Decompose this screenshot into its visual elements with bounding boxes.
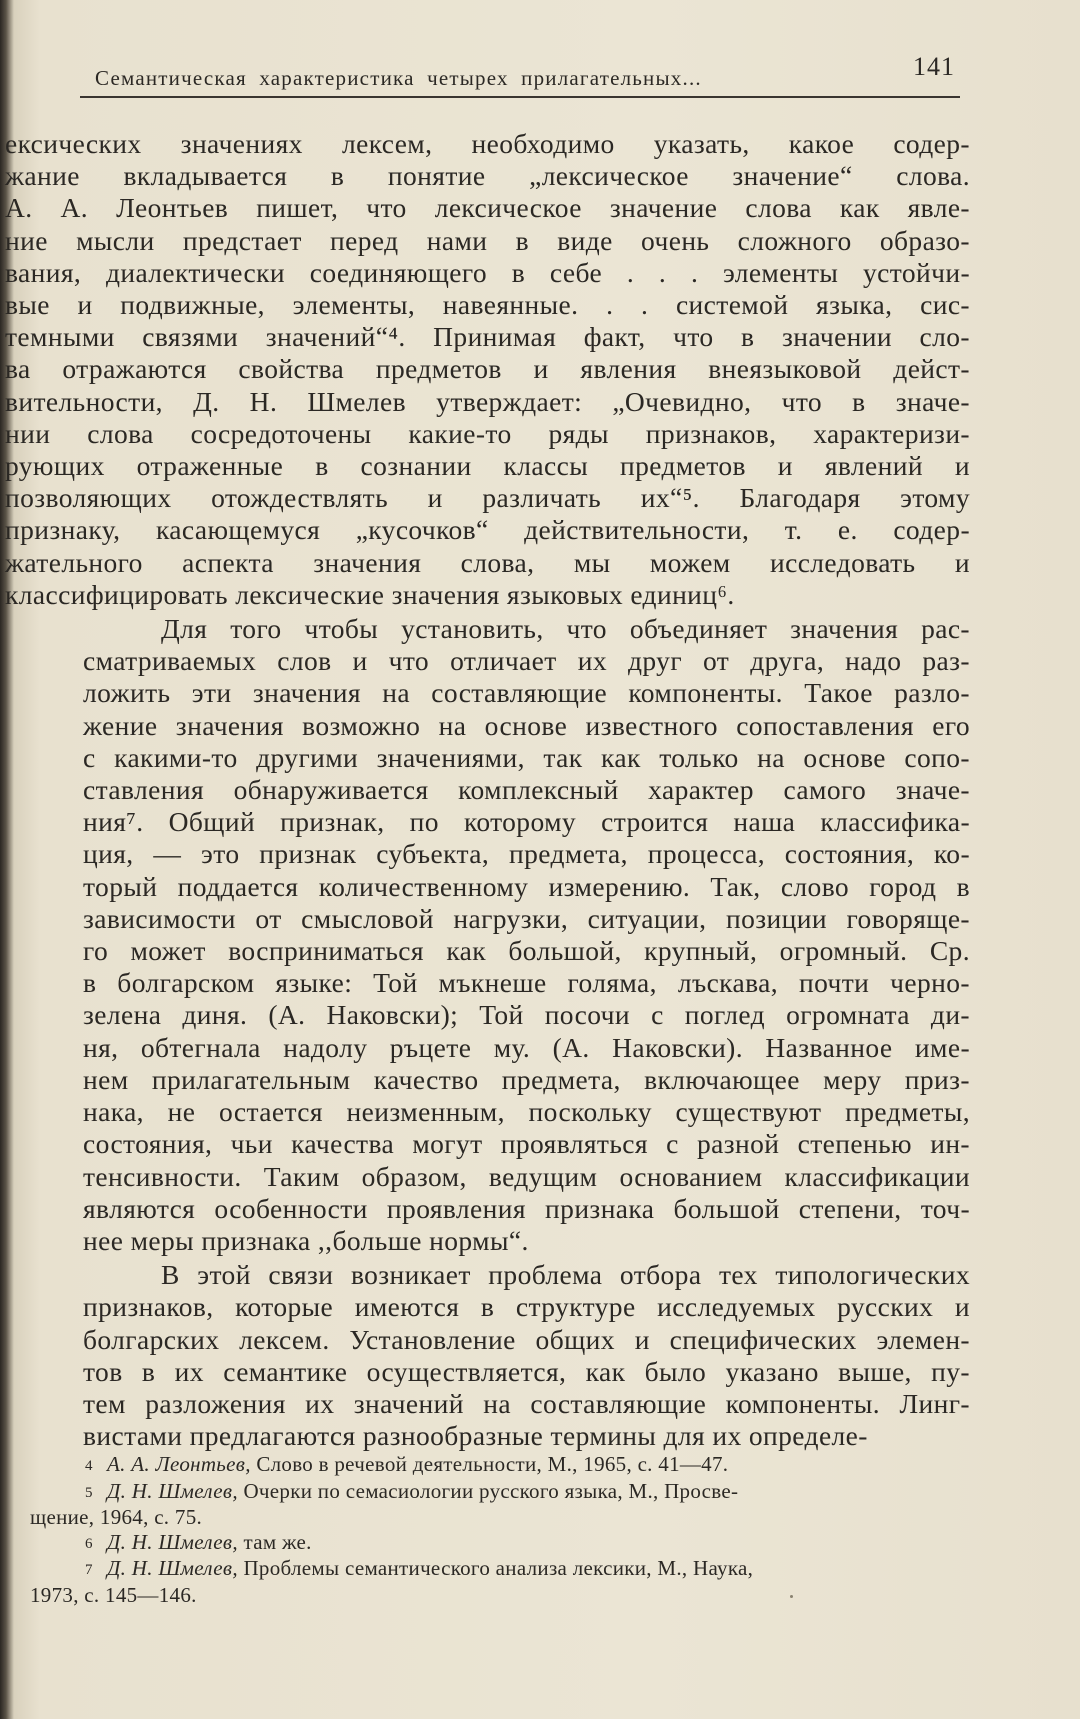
text-line: ставления обнаруживается комплексный характер самого значе- bbox=[83, 774, 970, 806]
text-line: ние мысли предстает перед нами в виде очень сложного образо- bbox=[5, 224, 970, 256]
text-line: тем разложения их значений на составляющие компоненты. Линг- bbox=[83, 1387, 970, 1419]
text-line: нем прилагательным качество предмета, включающее меру приз- bbox=[83, 1063, 970, 1095]
text-line: признаку, касающемуся „кусочков“ действительности, т. е. содер- bbox=[5, 514, 970, 546]
footnote-number: 5 bbox=[85, 1484, 93, 1501]
footnote-continuation: 1973, с. 145—146. bbox=[30, 1582, 197, 1607]
text-line: вистами предлагаются разнообразные термины для их определе- bbox=[83, 1420, 868, 1452]
text-line: с какими-то другими значениями, так как только на основе сопо- bbox=[83, 741, 970, 773]
text-line: вания, диалектически соединяющего в себе . . . элементы устойчи- bbox=[5, 256, 970, 288]
text-line: нии слова сосредоточены какие-то ряды признаков, характеризи- bbox=[5, 417, 970, 449]
page-number: 141 bbox=[913, 52, 955, 81]
footnote-author: А. А. Леонтьев, bbox=[107, 1452, 251, 1476]
text-line: жение значения возможно на основе известного сопоставления его bbox=[83, 709, 970, 741]
text-line: состояния, чьи качества могут проявляться с разной степенью ин- bbox=[83, 1128, 970, 1160]
footnote bbox=[30, 1530, 980, 1557]
paragraph-3 bbox=[5, 1259, 980, 1452]
text-line: болгарских лексем. Установление общих и специфических элемен- bbox=[83, 1323, 970, 1355]
footnote-text: Слово в речевой деятельности, М., 1965, с. 41—47. bbox=[256, 1452, 729, 1476]
text-line: рующих отраженные в сознании классы предметов и явлений и bbox=[5, 450, 970, 482]
text-line: жание вкладывается в понятие „лексическое значение“ слова. bbox=[5, 160, 970, 192]
text-line: Для того чтобы установить, что объединяет значения рас- bbox=[161, 613, 970, 645]
text-line: позволяющих отождествлять и различать их“⁵. Благодаря этому bbox=[5, 482, 970, 514]
text-line: темными связями значений“⁴. Принимая факт, что в значении сло- bbox=[5, 321, 970, 353]
paragraph-2 bbox=[5, 613, 980, 1257]
text-line: тенсивности. Таким образом, ведущим основанием классификации bbox=[83, 1160, 970, 1192]
footnote bbox=[30, 1556, 980, 1583]
footnote-author: Д. Н. Шмелев, bbox=[107, 1556, 238, 1580]
text-line: являются особенности проявления признака большой степени, точ- bbox=[83, 1192, 970, 1224]
text-line: сматриваемых слов и что отличает их друг от друга, надо раз- bbox=[83, 645, 970, 677]
footnote-number: 7 bbox=[85, 1562, 93, 1578]
footnote-text: там же. bbox=[243, 1529, 312, 1554]
text-line: В этой связи возникает проблема отбора тех типологических bbox=[161, 1259, 970, 1291]
footnote-author: Д. Н. Шмелев, bbox=[107, 1529, 238, 1554]
footnote bbox=[30, 1479, 980, 1506]
header-rule bbox=[80, 96, 960, 98]
footnote-continuation: щение, 1964, с. 75. bbox=[30, 1505, 203, 1529]
text-line: нее меры признака ,,больше нормы“. bbox=[83, 1224, 529, 1256]
footnote-text: Проблемы семантического анализа лексики, М., Наука, bbox=[243, 1556, 754, 1580]
text-line: го может восприниматься как большой, крупный, огромный. Ср. bbox=[83, 935, 970, 967]
footnote-text: Очерки по семасиологии русского языка, М., Просве- bbox=[243, 1478, 739, 1503]
footnote-number: 4 bbox=[85, 1458, 93, 1474]
text-line: классифицировать лексические значения языковых единиц⁶. bbox=[5, 578, 735, 610]
page-header bbox=[95, 52, 955, 92]
footnote bbox=[30, 1452, 980, 1479]
paragraph-1 bbox=[5, 128, 980, 611]
text-line: тов в их семантике осуществляется, как было указано выше, пу- bbox=[83, 1355, 970, 1387]
footnote-author: Д. Н. Шмелев, bbox=[107, 1478, 238, 1503]
page-speck bbox=[790, 1595, 793, 1598]
text-line: ция, — это признак субъекта, предмета, процесса, состояния, ко- bbox=[83, 838, 970, 870]
text-line: ва отражаются свойства предметов и явления внеязыковой дейст- bbox=[5, 353, 970, 385]
running-title: Семантическая характеристика четырех прилагательных... bbox=[95, 66, 702, 90]
text-line: вительности, Д. Н. Шмелев утверждает: „Очевидно, что в значе- bbox=[5, 385, 970, 417]
text-line: жательного аспекта значения слова, мы можем исследовать и bbox=[5, 546, 970, 578]
text-line: ложить эти значения на составляющие компоненты. Такое разло- bbox=[83, 677, 970, 709]
text-line: А. А. Леонтьев пишет, что лексическое значение слова как явле- bbox=[5, 192, 970, 224]
body-text bbox=[0, 128, 980, 1452]
text-line: зелена диня. (А. Наковски); Той посочи с поглед огромната ди- bbox=[83, 999, 970, 1031]
text-line: в болгарском языке: Той мъкнеше голяма, лъскава, почти черно- bbox=[83, 967, 970, 999]
footnotes bbox=[30, 1452, 980, 1607]
text-line: торый поддается количественному измерению. Так, слово город в bbox=[83, 870, 970, 902]
text-line: ексических значениях лексем, необходимо указать, какое содер- bbox=[5, 128, 970, 159]
text-line: вые и подвижные, элементы, навеянные. . . системой языка, сис- bbox=[5, 289, 970, 321]
text-line: признаков, которые имеются в структуре исследуемых русских и bbox=[83, 1291, 970, 1323]
footnote-number: 6 bbox=[85, 1535, 93, 1552]
text-line: нака, не остается неизменным, поскольку существуют предметы, bbox=[83, 1096, 970, 1128]
text-line: зависимости от смысловой нагрузки, ситуации, позиции говоряще- bbox=[83, 902, 970, 934]
text-line: ния⁷. Общий признак, по которому строится наша классифика- bbox=[83, 806, 970, 838]
text-line: ня, обтегнала надолу ръцете му. (А. Наковски). Названное име- bbox=[83, 1031, 970, 1063]
